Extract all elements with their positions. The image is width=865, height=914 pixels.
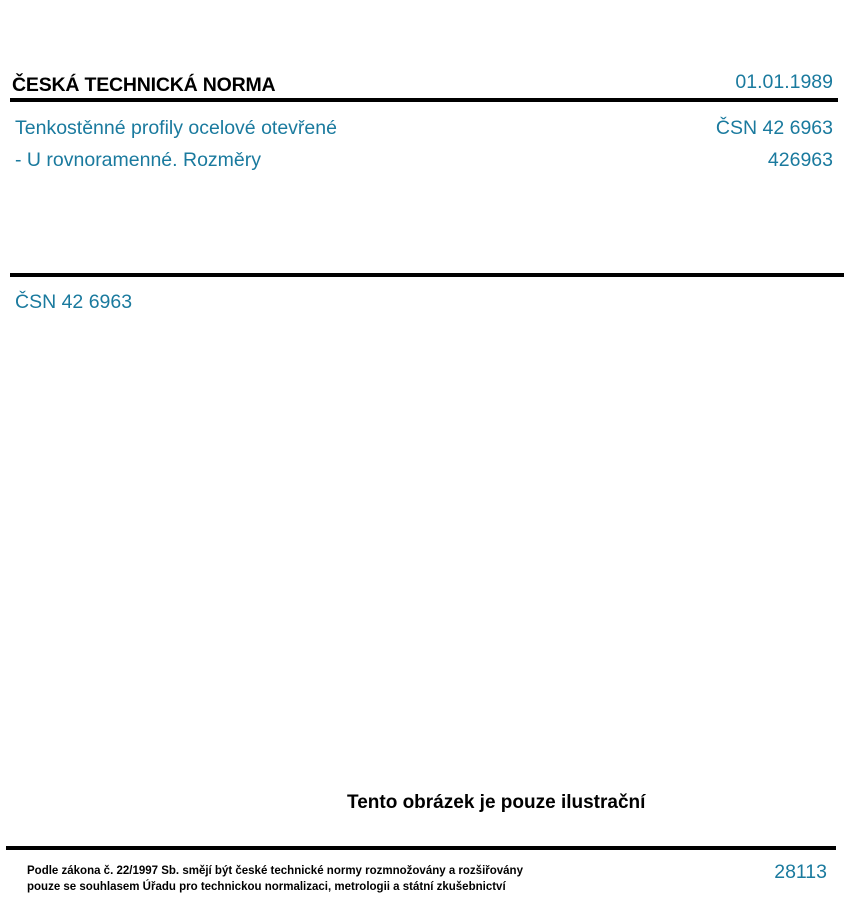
footer-divider bbox=[6, 846, 836, 850]
legal-notice-line-2: pouze se souhlasem Úřadu pro technickou normalizaci, metrologii a státní zkušebnictví bbox=[27, 881, 506, 893]
title-line-2: - U rovnoramenné. Rozměry bbox=[15, 149, 261, 171]
footer-number: 28113 bbox=[774, 861, 827, 883]
legal-notice-line-1: Podle zákona č. 22/1997 Sb. smějí být české technické normy rozmnožovány a rozšiřovány bbox=[27, 865, 523, 877]
illustration-note: Tento obrázek je pouze ilustrační bbox=[347, 792, 646, 813]
header-divider bbox=[10, 98, 838, 102]
legal-notice bbox=[27, 863, 523, 895]
standard-code: ČSN 42 6963 bbox=[715, 117, 833, 139]
norm-label: ČESKÁ TECHNICKÁ NORMA bbox=[12, 74, 276, 96]
title-divider bbox=[10, 273, 844, 277]
standard-code-body: ČSN 42 6963 bbox=[15, 291, 133, 313]
title-line-1: Tenkostěnné profily ocelové otevřené bbox=[15, 117, 337, 139]
issue-date: 01.01.1989 bbox=[735, 71, 833, 93]
class-number: 426963 bbox=[767, 149, 833, 171]
